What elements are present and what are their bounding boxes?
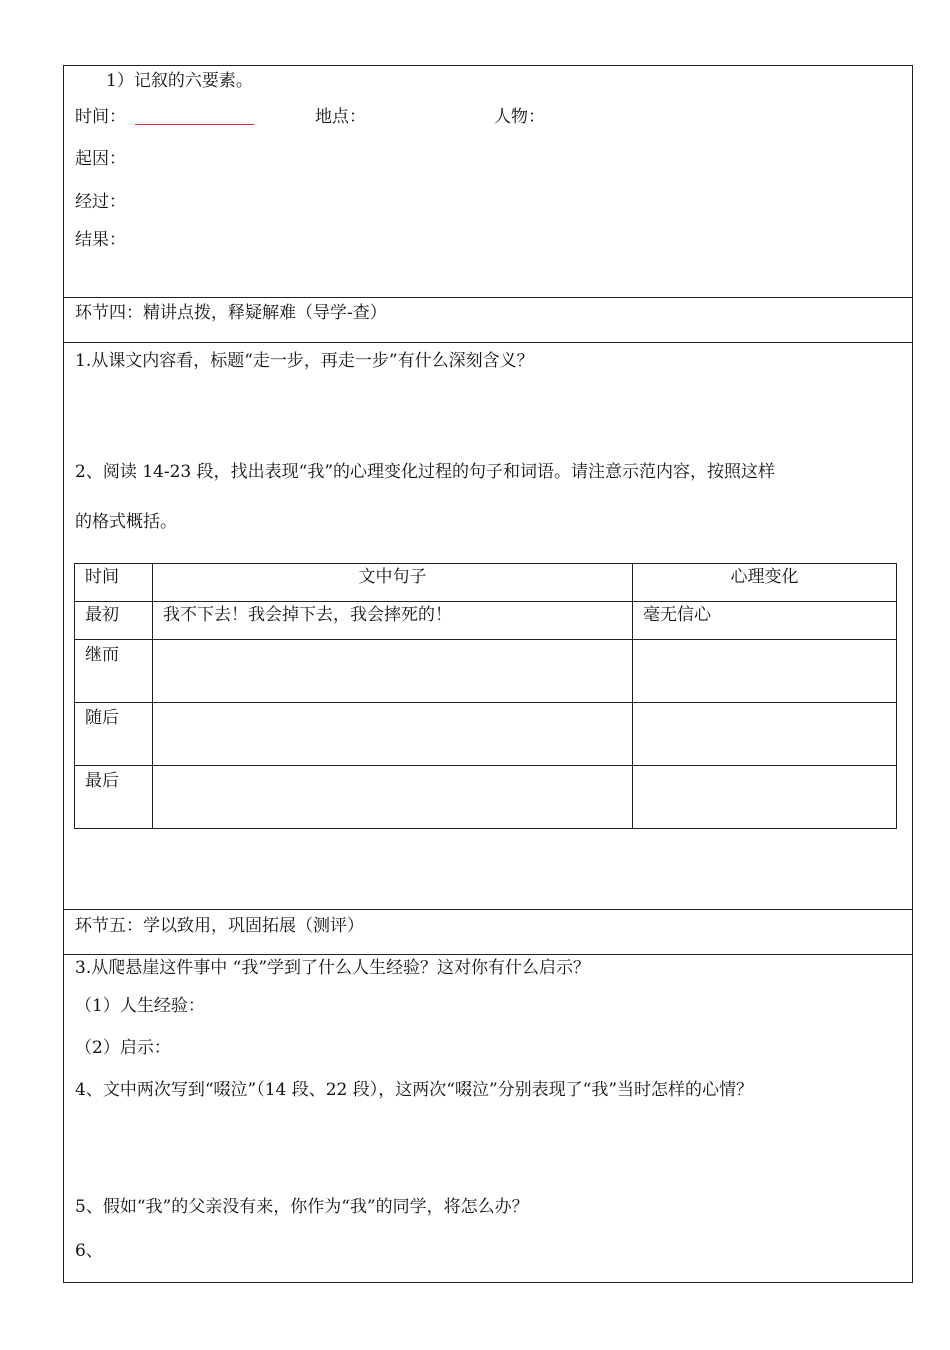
row-time: 随后 <box>75 703 153 766</box>
table-row <box>75 640 897 703</box>
row-sentence: 我不下去！我会掉下去，我会摔死的！ <box>153 602 633 640</box>
row-change-answer-cell[interactable] <box>633 766 897 829</box>
row-time: 继而 <box>75 640 153 703</box>
header-sentence: 文中句子 <box>153 564 633 602</box>
question-1: 1.从课文内容看，标题“走一步，再走一步”有什么深刻含义？ <box>75 351 534 371</box>
row-divider <box>64 342 912 343</box>
question-3-part1: （1）人生经验： <box>75 996 205 1016</box>
row-time: 最后 <box>75 766 153 829</box>
cause-label: 起因： <box>75 149 126 169</box>
table-header-row <box>75 564 897 602</box>
question-3: 3.从爬悬崖这件事中 “我”学到了什么人生经验？这对你有什么启示？ <box>75 958 591 978</box>
question-4: 4、文中两次写到“啜泣”（14 段、22 段），这两次“啜泣”分别表现了“我”当时怎样的心情？ <box>75 1080 754 1100</box>
question-5: 5、假如“我”的父亲没有来，你作为“我”的同学，将怎么办？ <box>75 1197 529 1217</box>
question-2-line1: 2、阅读 14-23 段，找出表现“我”的心理变化过程的句子和词语。请注意示范内容，按照这样 <box>75 462 776 482</box>
row-divider <box>64 909 912 910</box>
row-change-answer-cell[interactable] <box>633 703 897 766</box>
row-sentence-answer-cell[interactable] <box>153 640 633 703</box>
process-label: 经过： <box>75 192 126 212</box>
header-change: 心理变化 <box>633 564 897 602</box>
psychology-change-table <box>74 563 897 829</box>
row-divider <box>64 297 912 298</box>
row-change-answer-cell[interactable] <box>633 640 897 703</box>
row-time: 最初 <box>75 602 153 640</box>
row-sentence-answer-cell[interactable] <box>153 766 633 829</box>
time-answer-underline[interactable] <box>135 124 254 125</box>
section5-header: 环节五：学以致用，巩固拓展（测评） <box>75 916 364 936</box>
place-label: 地点： <box>315 107 366 127</box>
table-row <box>75 703 897 766</box>
result-label: 结果： <box>75 230 126 250</box>
people-label: 人物： <box>494 107 545 127</box>
table-row <box>75 602 897 640</box>
table-row <box>75 766 897 829</box>
worksheet-table <box>63 65 913 1283</box>
row-sentence-answer-cell[interactable] <box>153 703 633 766</box>
question-6: 6、 <box>75 1241 103 1261</box>
six-elements-heading: 1）记叙的六要素。 <box>106 71 253 91</box>
row-change: 毫无信心 <box>633 602 897 640</box>
row-divider <box>64 954 912 955</box>
question-2-line2: 的格式概括。 <box>75 512 177 532</box>
section4-header: 环节四：精讲点拨，释疑解难（导学-查） <box>75 303 387 323</box>
time-label: 时间： <box>75 107 126 127</box>
header-time: 时间 <box>75 564 153 602</box>
question-3-part2: （2）启示： <box>75 1038 171 1058</box>
